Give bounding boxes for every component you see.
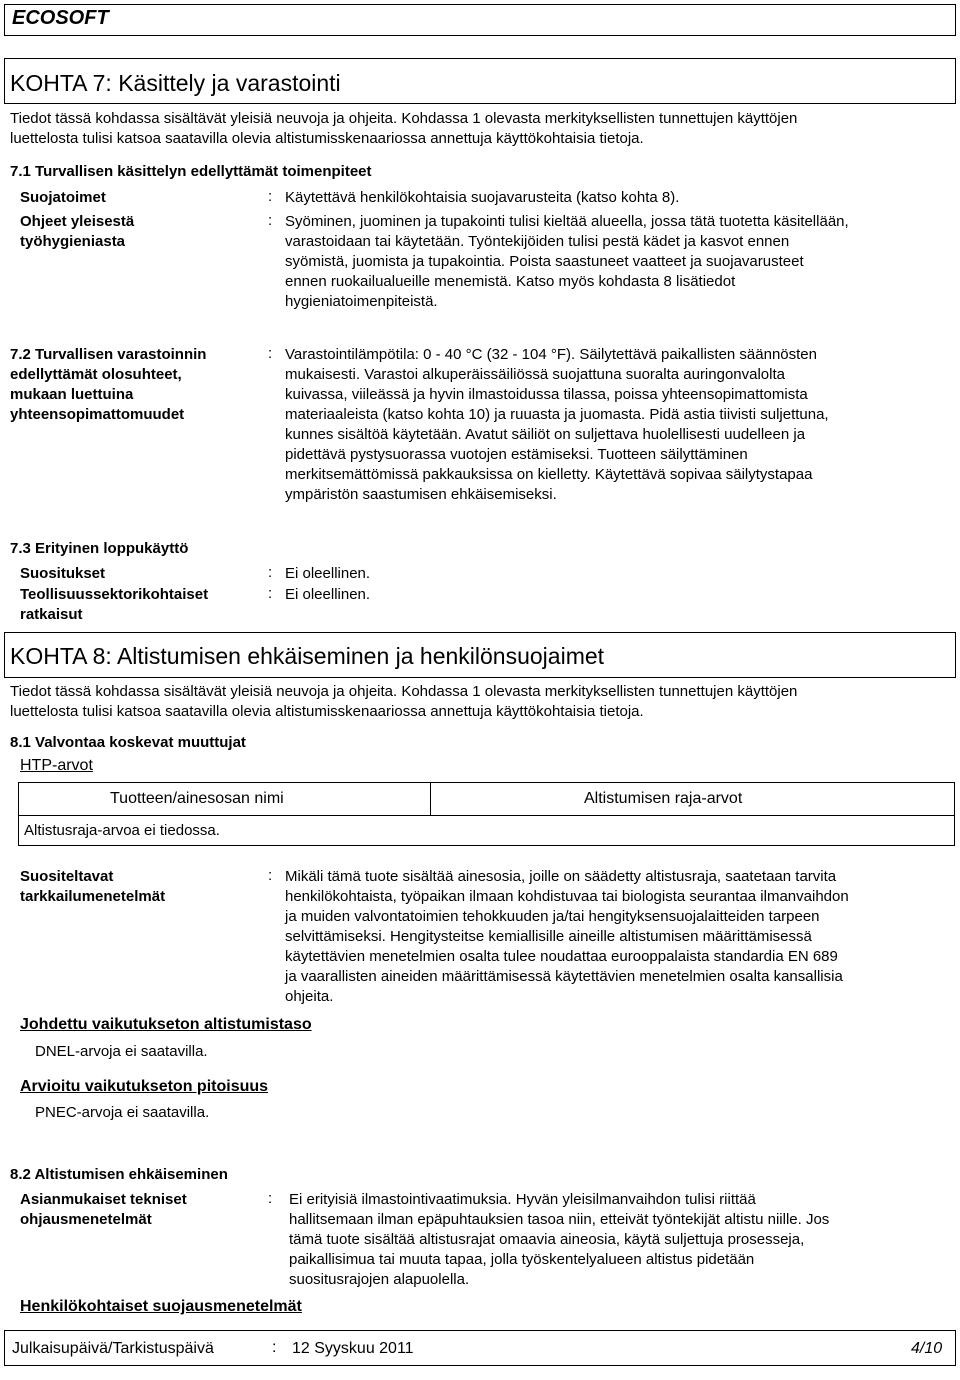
section7-title: KOHTA 7: Käsittely ja varastointi [10, 70, 341, 96]
htp-heading: HTP-arvot [20, 757, 93, 774]
table-col-limits: Altistumisen raja-arvot [584, 790, 743, 807]
rec-label: Suositukset [20, 565, 106, 582]
footer-page: 4/10 [911, 1340, 943, 1357]
s73-heading: 7.3 Erityinen loppukäyttö [10, 540, 189, 557]
protect-label: Suojatoimet [20, 189, 106, 206]
footer-label: Julkaisupäivä/Tarkistuspäivä [12, 1340, 214, 1357]
tech-value: Ei erityisiä ilmastointivaatimuksia. Hyvän yleisilmanvaihdon tulisi riittää hallitsemaan ilman epäpuhtauksien tasoa niin, etteivät työntekijät altistu niille. Jos tämä tuote sisältää altistusrajat omaavia aineosia, käytä suljettuja prosesseja, paikallisimua tai muuta tapaa, jolla työskentelyalueen altistus pidetään suositusrajojen alapuolella. [289, 1191, 830, 1288]
table-note: Altistusraja-arvoa ei tiedossa. [24, 822, 220, 839]
colon: : [268, 564, 273, 581]
colon: : [268, 1190, 273, 1207]
colon: : [268, 188, 273, 205]
s71-heading: 7.1 Turvallisen käsittelyn edellyttämät toimenpiteet [10, 163, 372, 180]
pnec-heading: Arvioitu vaikutukseton pitoisuus [20, 1078, 269, 1095]
industry-value: Ei oleellinen. [285, 586, 371, 603]
colon: : [268, 585, 273, 602]
industry-label: Teollisuussektorikohtaiset ratkaisut [20, 586, 209, 623]
pnec-value: PNEC-arvoja ei saatavilla. [35, 1104, 210, 1121]
table-col-name: Tuotteen/ainesosan nimi [110, 790, 284, 807]
section7-intro: Tiedot tässä kohdassa sisältävät yleisiä neuvoja ja ohjeita. Kohdassa 1 olevasta merkityksellisten tunnettujen käyttöjen luettelosta tulisi katsoa saatavilla olevia altistumisskenaariossa annettuja käyttökohtaisia tietoja. [10, 110, 798, 147]
s72-value: Varastointilämpötila: 0 - 40 °C (32 - 104 °F). Säilytettävä paikallisten säännösten mukaisesti. Varastoi alkuperäissäiliössä suojattuna suoralta auringonvalolta kuivassa, viileässä ja hyvin ilmastoidussa tilassa, poissa yhteensopimattomista materiaaleista (katso kohta 10) ja ruuasta ja juomasta. Pidä astia tiivisti suljettuna, kunnes sisältöä käytetään. Avatut säiliöt on suljettava huolellisesti uudelleen ja pidettävä pystysuorassa vuotojen estämiseksi. Tuotteen säilyttäminen merkitsemättömissä pakkauksissa on kielletty. Käytettävä sopivaa säilytystapaa ympäristön saastumisen ehkäisemiseksi. [285, 346, 829, 503]
s82-heading: 8.2 Altistumisen ehkäiseminen [10, 1166, 228, 1183]
section8-title: KOHTA 8: Altistumisen ehkäiseminen ja henkilönsuojaimet [10, 643, 605, 669]
header-bar [4, 4, 956, 36]
colon: : [268, 867, 273, 884]
monitor-value: Mikäli tämä tuote sisältää ainesosia, joille on säädetty altistusraja, saatetaan tarvita henkilökohtaista, työpaikan ilmaan kohdistuvaa tai biologista seurantaa ilmanvaihdon ja muiden valvontatoimien tehokkuuden ja/tai hengityksensuojalaitteiden tarpeen selvittämiseksi. Hengitysteitse kemiallisille aineille altistumisen määrittämisessä käytettävien menetelmien osalta tulee noudattaa eurooppalaista standardia EN 689 ja vaarallisten aineiden määrittämisessä käytettävien menetelmien osalta kansallisia ohjeita. [285, 868, 849, 1005]
colon: : [272, 1339, 277, 1356]
s72-label: 7.2 Turvallisen varastoinnin edellyttämät olosuhteet, mukaan luettuina yhteensopimattomuudet [10, 346, 207, 423]
hygiene-value: Syöminen, juominen ja tupakointi tulisi kieltää alueella, jossa tätä tuotetta käsitellään, varastoidaan tai käytetään. Työntekijöiden tulisi pestä kädet ja kasvot ennen syömistä, juomista ja tupakointia. Poista saastuneet vaatteet ja suojavarusteet ennen ruokailualueille menemistä. Katso myös kohdasta 8 lisätiedot hygieniatoimenpiteistä. [285, 213, 849, 310]
tech-label: Asianmukaiset tekniset ohjausmenetelmät [20, 1191, 187, 1228]
protect-value: Käytettävä henkilökohtaisia suojavarusteita (katso kohta 8). [285, 189, 680, 206]
monitor-label: Suositeltavat tarkkailumenetelmät [20, 868, 166, 905]
dnel-value: DNEL-arvoja ei saatavilla. [35, 1043, 208, 1060]
personal-heading: Henkilökohtaiset suojausmenetelmät [20, 1298, 302, 1315]
dnel-heading: Johdettu vaikutukseton altistumistaso [20, 1016, 312, 1033]
footer-date: 12 Syyskuu 2011 [292, 1340, 414, 1357]
table-header-divider [18, 815, 955, 816]
table-column-divider [430, 782, 431, 816]
colon: : [268, 345, 273, 362]
section8-intro: Tiedot tässä kohdassa sisältävät yleisiä neuvoja ja ohjeita. Kohdassa 1 olevasta merkityksellisten tunnettujen käyttöjen luettelosta tulisi katsoa saatavilla olevia altistumisskenaariossa annettuja käyttökohtaisia tietoja. [10, 683, 798, 720]
brand-name: ECOSOFT [12, 7, 109, 29]
s81-heading: 8.1 Valvontaa koskevat muuttujat [10, 734, 246, 751]
rec-value: Ei oleellinen. [285, 565, 371, 582]
colon: : [268, 212, 273, 229]
hygiene-label: Ohjeet yleisestä työhygieniasta [20, 213, 135, 250]
